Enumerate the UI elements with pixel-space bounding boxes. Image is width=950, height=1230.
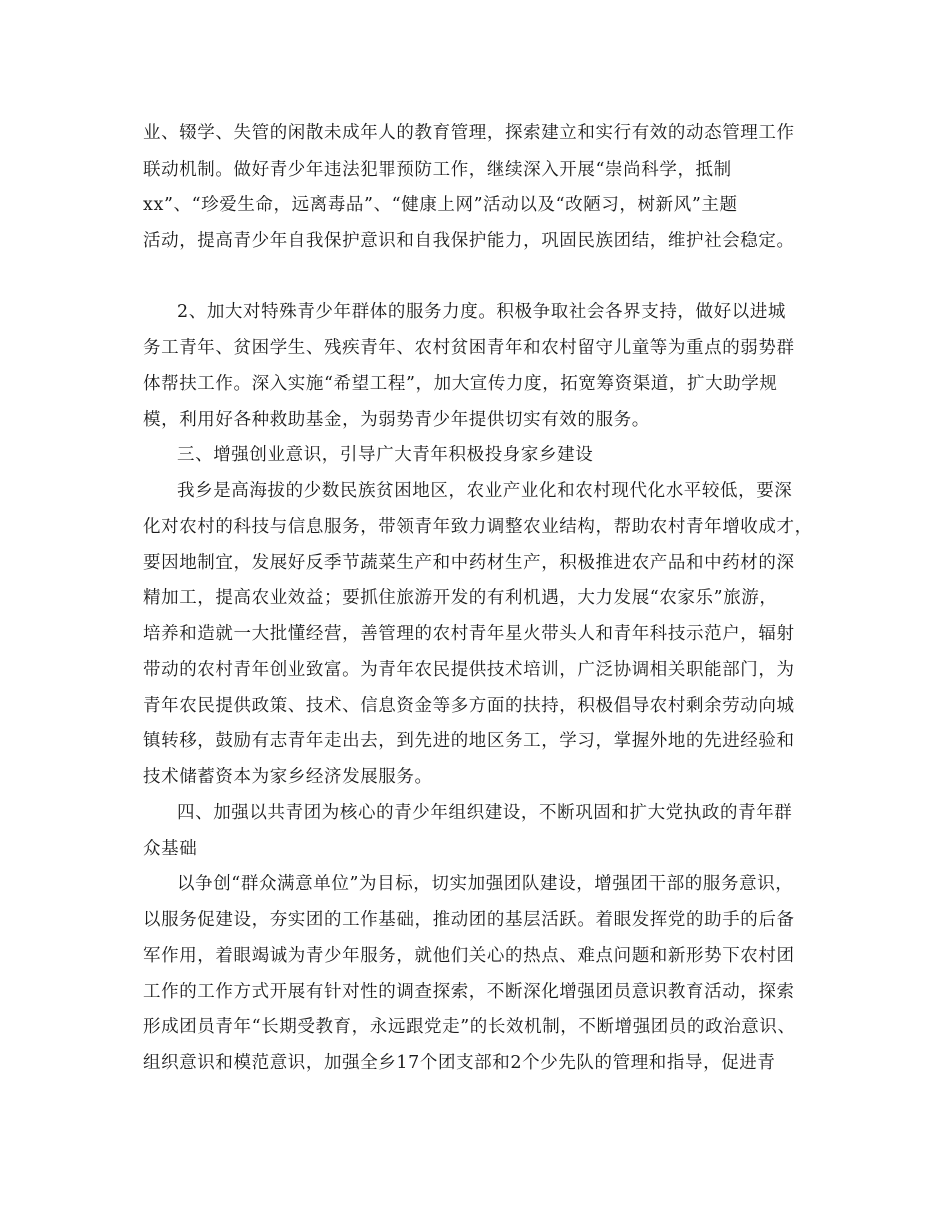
body-text-line: 业、辍学、失管的闲散未成年人的教育管理，探索建立和实行有效的动态管理工作	[143, 123, 795, 143]
body-text-line: 模，利用好各种救助基金，为弱势青少年提供切实有效的服务。	[143, 410, 650, 430]
paragraph-first-line: 2、加大对特殊青少年群体的服务力度。积极争取社会各界支持，做好以进城	[177, 302, 787, 322]
body-text-line: 以服务促建设，夯实团的工作基础，推动团的基层活跃。着眼发挥党的助手的后备	[143, 910, 795, 930]
body-text-line: 精加工，提高农业效益；要抓住旅游开发的有利机遇，大力发展“农家乐”旅游，	[143, 588, 778, 608]
body-text-line: 培养和造就一大批懂经营，善管理的农村青年星火带头人和青年科技示范户，辐射	[143, 624, 795, 644]
body-text-line: 带动的农村青年创业致富。为青年农民提供技术培训，广泛协调相关职能部门，为	[143, 660, 795, 680]
body-text-line: 活动，提高青少年自我保护意识和自我保护能力，巩固民族团结，维护社会稳定。	[143, 231, 795, 251]
body-text-line: xx”、“珍爱生命，远离毒品”、“健康上网”活动以及“改陋习，树新风”主题	[143, 195, 738, 215]
paragraph-first-line: 以争创“群众满意单位”为目标，切实加强团队建设，增强团干部的服务意识，	[177, 874, 794, 894]
section-heading-continued: 众基础	[143, 839, 198, 859]
section-heading: 四、加强以共青团为核心的青少年组织建设，不断巩固和扩大党执政的青年群	[177, 803, 793, 823]
body-text-line: 化对农村的科技与信息服务，带领青年致力调整农业结构，帮助农村青年增收成才，	[143, 517, 813, 537]
body-text-line: 务工青年、贫困学生、残疾青年、农村贫困青年和农村留守儿童等为重点的弱势群	[143, 338, 795, 358]
body-text-line: 工作的工作方式开展有针对性的调查探索，不断深化增强团员意识教育活动，探索	[143, 982, 795, 1002]
section-heading: 三、增强创业意识，引导广大青年积极投身家乡建设	[177, 445, 594, 465]
body-text-line: 体帮扶工作。深入实施“希望工程”，加大宣传力度，拓宽筹资渠道，扩大助学规	[143, 374, 778, 394]
body-text-line: 要因地制宜，发展好反季节蔬菜生产和中药材生产，积极推进农产品和中药材的深	[143, 553, 795, 573]
body-text-line: 镇转移，鼓励有志青年走出去，到先进的地区务工，学习，掌握外地的先进经验和	[143, 731, 795, 751]
body-text-line: 组织意识和模范意识，加强全乡17个团支部和2个少先队的管理和指导，促进青	[143, 1053, 776, 1073]
body-text-line: 技术储蓄资本为家乡经济发展服务。	[143, 767, 433, 787]
body-text-line: 青年农民提供政策、技术、信息资金等多方面的扶持，积极倡导农村剩余劳动向城	[143, 696, 795, 716]
body-text-line: 形成团员青年“长期受教育，永远跟党走”的长效机制，不断增强团员的政治意识、	[143, 1017, 796, 1037]
body-text-line: 军作用，着眼竭诚为青少年服务，就他们关心的热点、难点问题和新形势下农村团	[143, 946, 795, 966]
body-text-line: 联动机制。做好青少年违法犯罪预防工作，继续深入开展“崇尚科学，抵制	[143, 160, 732, 180]
paragraph-first-line: 我乡是高海拔的少数民族贫困地区，农业产业化和农村现代化水平较低，要深	[177, 481, 793, 501]
